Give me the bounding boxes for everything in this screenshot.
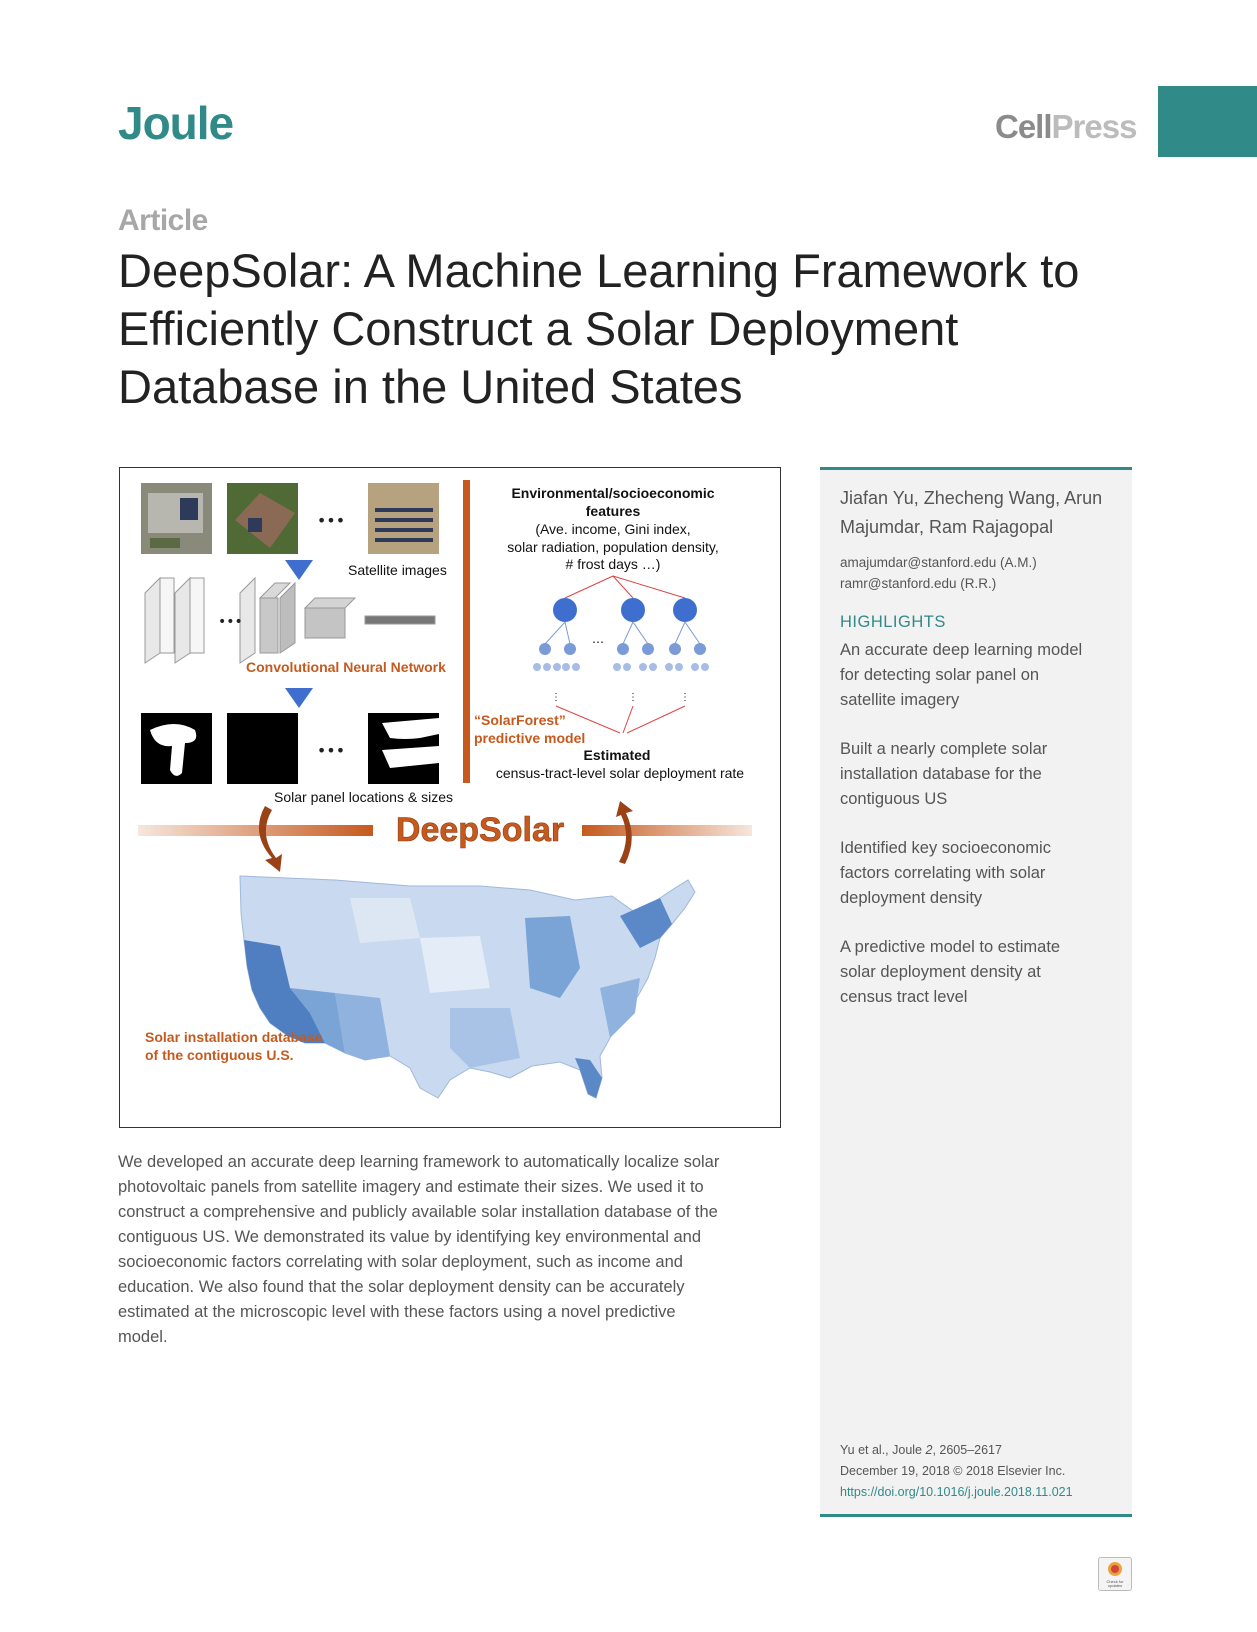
deepsolar-title: DeepSolar <box>395 811 565 849</box>
svg-text:⋮: ⋮ <box>628 692 638 703</box>
segmentation-mask-1 <box>141 713 212 784</box>
graphical-abstract-figure <box>119 467 781 1128</box>
ellipsis-1: ••• <box>316 511 346 530</box>
features-detail-line3: # frost days …) <box>565 556 661 572</box>
check-for-updates-icon <box>1099 1558 1131 1590</box>
check-for-updates-badge[interactable] <box>1098 1557 1132 1591</box>
doi-link[interactable]: https://doi.org/10.1016/j.joule.2018.11.021 <box>840 1485 1073 1499</box>
highlights-heading: HIGHLIGHTS <box>840 613 946 631</box>
banner-bar-right <box>582 825 752 836</box>
estimated-label-line1: Estimated <box>583 747 651 763</box>
article-info-sidebar <box>820 467 1132 1517</box>
segmentation-mask-2 <box>227 713 298 784</box>
svg-text:⋮: ⋮ <box>680 692 690 703</box>
journal-logo: Joule <box>118 97 234 149</box>
graphical-abstract-svg <box>120 468 781 1128</box>
highlights-list <box>840 638 1130 1034</box>
highlight-item: Built a nearly complete solar installation database for the contiguous US <box>840 740 1048 808</box>
solarforest-label-line2: predictive model <box>474 730 586 746</box>
features-detail-line1: (Ave. income, Gini index, <box>535 521 691 537</box>
cnn-diagram <box>145 578 435 663</box>
features-title-line1: Environmental/socioeconomic <box>511 485 715 501</box>
database-label-line2: of the contiguous U.S. <box>145 1047 294 1063</box>
banner-bar-left <box>138 825 373 836</box>
article-title: DeepSolar: A Machine Learning Framework to Efficiently Construct a Solar Deployment Database in the United States <box>118 244 1080 413</box>
satellite-image-1 <box>141 483 212 554</box>
down-arrow-1 <box>285 560 313 580</box>
publisher-logo: CellPress <box>995 108 1137 145</box>
email-link-rajagopal[interactable]: ramr@stanford.edu (R.R.) <box>840 576 997 591</box>
journal-color-tab <box>1158 86 1257 157</box>
features-detail-line2: solar radiation, population density, <box>507 539 719 555</box>
ellipsis-3: ••• <box>316 741 346 760</box>
us-choropleth-map <box>240 876 695 1098</box>
satellite-image-3 <box>368 483 439 554</box>
article-type-label: Article <box>118 204 208 237</box>
highlight-item: An accurate deep learning model for detecting solar panel on satellite imagery <box>840 641 1083 709</box>
citation-date: December 19, 2018 © 2018 Elsevier Inc. <box>840 1464 1066 1478</box>
segmentation-mask-3 <box>368 713 439 784</box>
citation-reference: Yu et al., Joule 2, 2605–2617 <box>840 1443 1002 1457</box>
satellite-image-2 <box>227 483 298 554</box>
database-label-line1: Solar installation database <box>145 1029 323 1045</box>
highlight-item: A predictive model to estimate solar deployment density at census tract level <box>840 938 1061 1006</box>
ellipsis-2: ••• <box>218 614 243 630</box>
solarforest-trees <box>533 576 709 733</box>
solarforest-label-line1: “SolarForest” <box>474 712 566 728</box>
cnn-label: Convolutional Neural Network <box>246 659 446 675</box>
down-arrow-2 <box>285 688 313 708</box>
svg-text:Check for: Check for <box>1106 1579 1124 1584</box>
highlight-item: Identified key socioeconomic factors correlating with solar deployment density <box>840 839 1051 907</box>
estimated-label-line2: census-tract-level solar deployment rate <box>495 765 745 781</box>
features-title-line2: features <box>585 503 641 519</box>
curved-arrow-down <box>259 806 282 872</box>
svg-text:⋮: ⋮ <box>551 692 561 703</box>
svg-text:…: … <box>592 632 604 646</box>
citation-block <box>840 1440 1073 1503</box>
panel-locations-label: Solar panel locations & sizes <box>274 789 453 805</box>
author-list: Jiafan Yu, Zhecheng Wang, Arun Majumdar, Ram Rajagopal <box>840 488 1103 537</box>
abstract-summary: We developed an accurate deep learning framework to automatically localize solar photovoltaic panels from satellite imagery and estimate their sizes. We used it to construct a comprehensive and publicly available solar installation database of the contiguous US. We demonstrated its value by identifying key environmental and socioeconomic factors correlating with solar deployment, such as income and education. We also found that the solar deployment density can be accurately estimated at the microscopic level with these factors using a novel predictive model. <box>118 1153 720 1346</box>
email-link-majumdar[interactable]: amajumdar@stanford.edu (A.M.) <box>840 555 1037 570</box>
svg-text:updates: updates <box>1107 1583 1123 1588</box>
correspondence-emails <box>840 552 1037 594</box>
vertical-divider <box>463 480 470 783</box>
satellite-images-label: Satellite images <box>348 562 447 578</box>
